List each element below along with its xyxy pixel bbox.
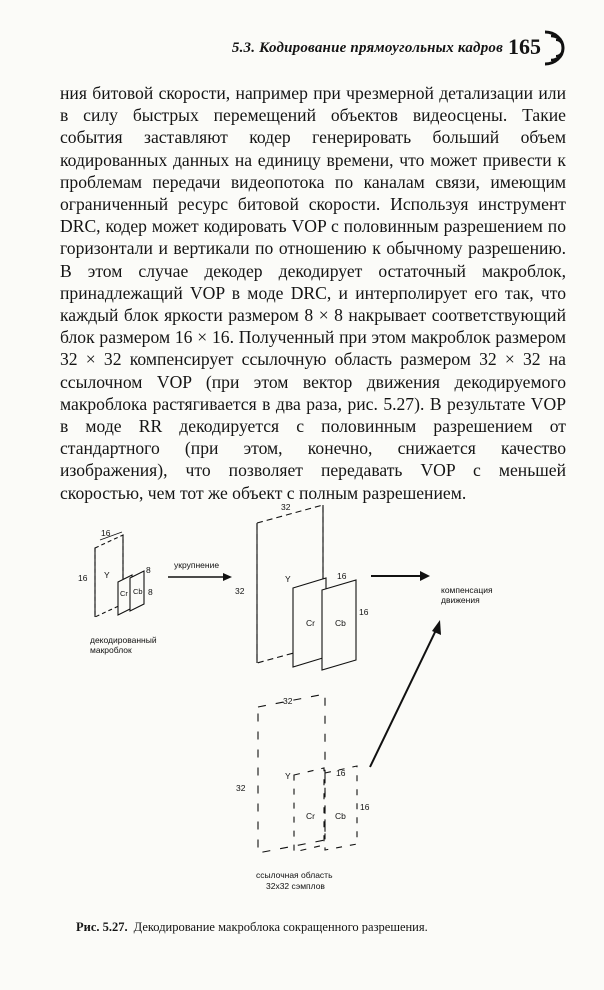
- upscale-label: укрупнение: [174, 560, 220, 570]
- figure-5-27: [0, 490, 604, 910]
- large-cr-label: Cr: [306, 618, 315, 628]
- large-cb-top-label: 16: [337, 571, 347, 581]
- reference-caption-line2: 32x32 сэмплов: [266, 881, 325, 891]
- figure-caption-label: Рис. 5.27.: [76, 920, 128, 934]
- large-height-label: 32: [235, 586, 245, 596]
- small-cb-label: Cb: [133, 587, 143, 596]
- small-cr-label: Cr: [120, 589, 128, 598]
- page-header: [60, 34, 565, 64]
- reference-height-label: 32: [236, 783, 246, 793]
- macroblock-diagram: [0, 490, 604, 910]
- small-width-label: 16: [101, 528, 111, 538]
- large-y-label: Y: [285, 574, 291, 584]
- reference-caption-line1: ссылочная область: [256, 870, 333, 880]
- figure-caption: [76, 920, 556, 935]
- large-width-label: 32: [281, 502, 291, 512]
- page-number-ornament-icon: [543, 28, 565, 68]
- reference-y-block: [258, 694, 325, 853]
- body-text: [60, 82, 566, 504]
- small-cb-top-label: 8: [146, 565, 151, 575]
- reference-cr-block: [294, 768, 324, 852]
- motion-vector-arrow: [370, 628, 437, 767]
- reference-cb-block: [325, 766, 357, 850]
- small-block-caption-line1: декодированный: [90, 635, 157, 645]
- page-number: 165: [508, 34, 541, 59]
- reference-cb-label: Cb: [335, 811, 346, 821]
- large-cb-label: Cb: [335, 618, 346, 628]
- reference-cb-side-label: 16: [360, 802, 370, 812]
- figure-caption-text: Декодирование макроблока сокращенного разрешения.: [133, 920, 428, 934]
- reference-y-label: Y: [285, 771, 291, 781]
- small-y-label: Y: [104, 570, 110, 580]
- running-title: 5.3. Кодирование прямоугольных кадров: [231, 40, 503, 56]
- reference-width-label: 32: [283, 696, 293, 706]
- compensation-label-line1: компенсация: [441, 585, 493, 595]
- compensation-label-line2: движения: [441, 595, 480, 605]
- reference-cr-label: Cr: [306, 811, 315, 821]
- small-height-label: 16: [78, 573, 88, 583]
- reference-cb-top-label: 16: [336, 768, 346, 778]
- body-paragraph: ния битовой скорости, например при чрезмерной детализации или в силу быстрых перемещений объектов видеосцены. Такие события заставляют кодер генерировать больший объем кодированных данных на единицу времени, что может привести к проблемам передачи видеопотока по каналам связи, имеющим ограниченный ресурс битовой скорости. Используя инструмент DRC, кодер может кодировать VOP с половинным разрешением по горизонтали и вертикали по отношению к обычному разрешению. В этом случае декодер декодирует остаточный макроблок, принадлежащий VOP в моде DRC, и интерполирует его так, что каждый блок яркости размером 8 × 8 накрывает соответствующий блок размером 16 × 16. Полученный при этом макроблок размером 32 × 32 компенсирует ссылочную область размером 32 × 32 на ссылочном VOP (при этом вектор движения декодируемого макроблока растягивается в два раза, рис. 5.27). В результате VOP в моде RR декодируется с половинным разрешением от стандартного (при этом, конечно, снижается качество изображения), что позволяет передавать VOP с меньшей скоростью, чем тот же объект с полным разрешением.: [60, 83, 566, 503]
- small-block-caption-line2: макроблок: [90, 645, 132, 655]
- large-cb-side-label: 16: [359, 607, 369, 617]
- small-cb-side-label: 8: [148, 587, 153, 597]
